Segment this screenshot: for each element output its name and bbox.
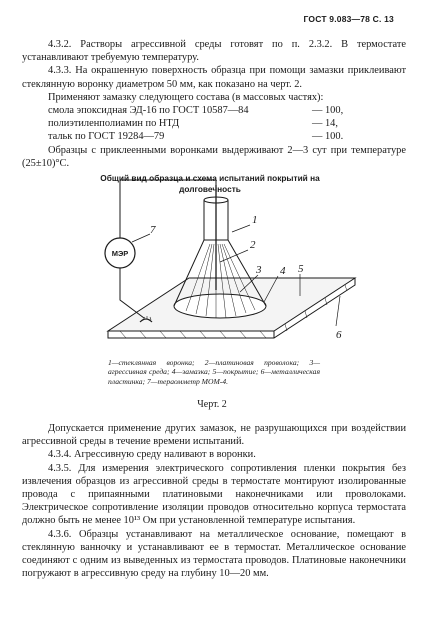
circuit-wire <box>120 180 216 238</box>
callout-6: 6 <box>336 329 342 341</box>
callout-5: 5 <box>298 263 304 275</box>
formula-component: тальк по ГОСТ 19284—79 <box>48 131 165 143</box>
paragraph-4-3-3: 4.3.3. На окрашенную поверхность образца при помощи замазки приклеивают стеклянную воронку диаметром 50 мм, как показано на черт. 2. <box>22 65 406 90</box>
callout-7: 7 <box>150 224 156 236</box>
formula-amount: — 14, <box>312 118 338 130</box>
bottom-text <box>22 422 406 580</box>
callout-2: 2 <box>250 239 256 251</box>
figure-caption: Черт. 2 <box>197 399 227 410</box>
callout-4: 4 <box>280 265 286 277</box>
formula-component: полиэтиленполиамин по НТД <box>48 118 180 130</box>
formula-component: смола эпоксидная ЭД-16 по ГОСТ 10587—84 <box>48 105 249 117</box>
figure-title: Общий вид образца и схема испытаний покрытий на долговечность <box>100 173 320 194</box>
callout-3: 3 <box>256 264 262 276</box>
paragraph-curing: Образцы с приклеенными воронками выдерживают 2—3 сут при температуре (25±10)°С. <box>22 144 406 169</box>
page-header: ГОСТ 9.083—78 С. 13 <box>303 14 394 24</box>
formula-amount: — 100, <box>312 105 344 117</box>
paragraph-4-3-4: 4.3.4. Агрессивную среду наливают в воронки. <box>48 449 256 461</box>
callout-1: 1 <box>252 214 258 226</box>
formula-amount: — 100. <box>312 131 344 143</box>
paragraph-4-3-5: 4.3.5. Для измерения электрического сопротивления пленки покрытия без извлечения образцов из агрессивной среды в термостате монтируют изолированные провода с припаянными платиновыми наконечниками или проволоками. Электрическое сопротивление изоляции проводов относительно корпуса термостата должно быть не менее 10¹³ Ом при установленной температуре испытания. <box>22 462 406 527</box>
paragraph-composition-intro: Применяют замазку следующего состава (в массовых частях): <box>48 91 324 103</box>
paragraph-4-3-6: 4.3.6. Образцы устанавливают на металлическое основание, помещают в стеклянную ванночку и устанавливают ее в термостат. Металлическое основание соединяют с одним из выведенных из термостата проводов. Платиновые наконечники погружают в агрессивную среду на глубину 10—20 мм. <box>22 528 406 580</box>
meter-label: МЭР <box>111 249 129 258</box>
paragraph-4-3-2: 4.3.2. Растворы агрессивной среды готовят по п. 2.3.2. В термостате устанавливают требуемую температуру. <box>22 39 406 64</box>
figure-legend: 1—стеклянная воронка; 2—платиновая проволока; 3—агрессивная среда; 4—замазка; 5—покрытие; 6—металлическая пластинка; 7—тераомметр МОМ-4. <box>108 358 320 386</box>
paragraph-other-putty: Допускается применение других замазок, не разрушающихся при воздействии агрессивной среды в течение времени испытаний. <box>22 423 406 448</box>
